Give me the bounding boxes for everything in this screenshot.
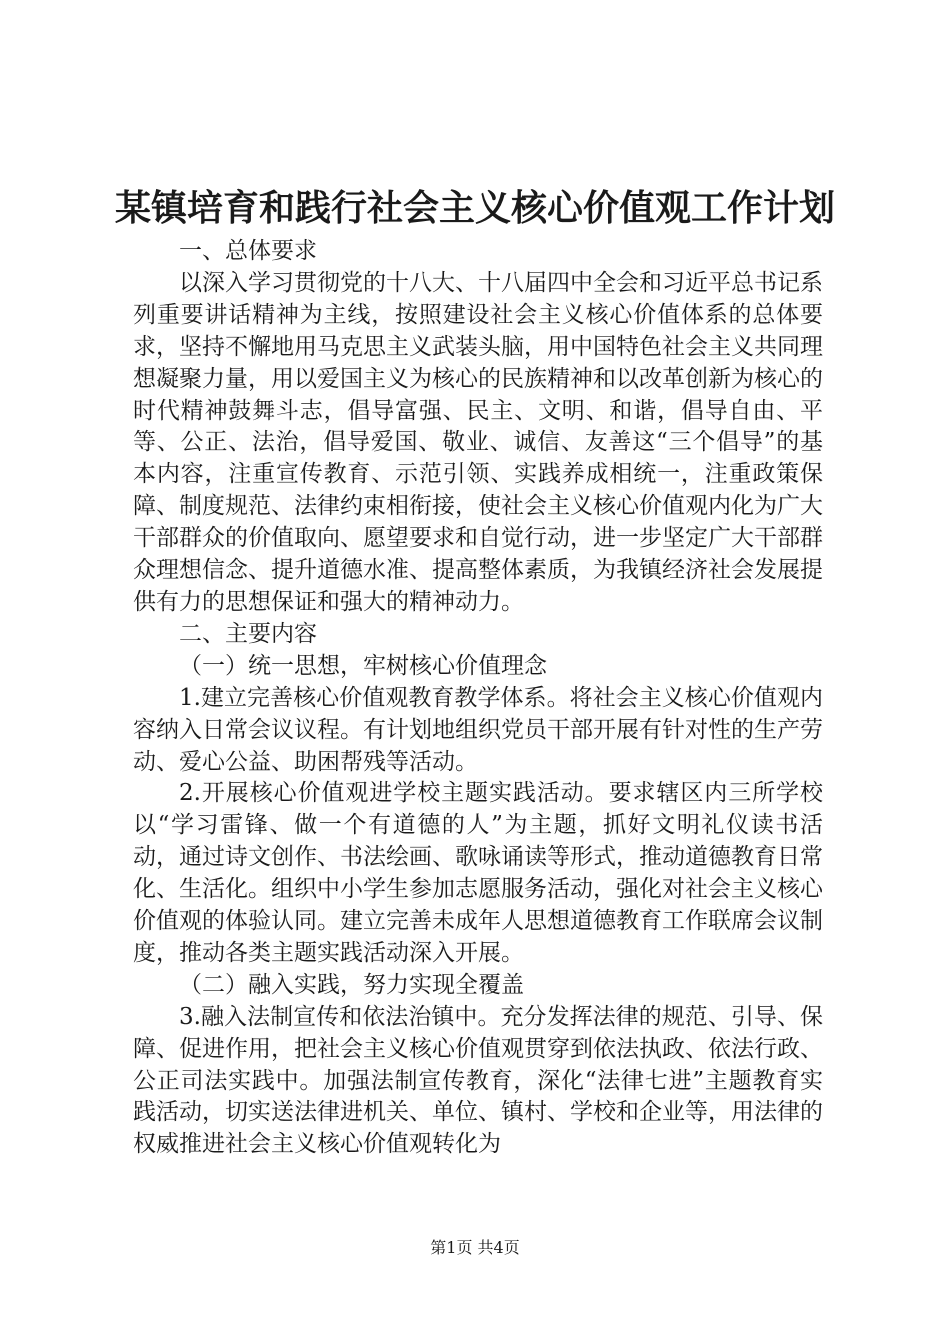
section-heading-2: 二、主要内容: [179, 620, 317, 647]
subsection-heading-1: （一）统一思想，牢树核心价值理念: [179, 652, 547, 679]
document-title: 某镇培育和践行社会主义核心价值观工作计划: [114, 187, 835, 229]
paragraph-item-3: 3.融入法制宣传和依法治镇中。充分发挥法律的规范、引导、保障、促进作用，把社会主义核心价值观贯穿到依法执政、依法行政、公正司法实践中。加强法制宣传教育，深化“法律七进”主题教育实践活动，切实送法律进机关、单位、镇村、学校和企业等，用法律的权威推进社会主义核心价值观转化为: [133, 1003, 823, 1158]
paragraph-item-1: 1.建立完善核心价值观教育教学体系。将社会主义核心价值观内容纳入日常会议议程。有计划地组织党员干部开展有针对性的生产劳动、爱心公益、助困帮残等活动。: [133, 684, 823, 775]
paragraph-general-requirements: 以深入学习贯彻党的十八大、十八届四中全会和习近平总书记系列重要讲话精神为主线，按照建设社会主义核心价值体系的总体要求，坚持不懈地用马克思主义武装头脑，用中国特色社会主义共同理想凝聚力量，用以爱国主义为核心的民族精神和以改革创新为核心的时代精神鼓舞斗志，倡导富强、民主、文明、和谐，倡导自由、平等、公正、法治，倡导爱国、敬业、诚信、友善这“三个倡导”的基本内容，注重宣传教育、示范引领、实践养成相统一，注重政策保障、制度规范、法律约束相衔接，使社会主义核心价值观内化为广大干部群众的价值取向、愿望要求和自觉行动，进一步坚定广大干部群众理想信念、提升道德水准、提高整体素质，为我镇经济社会发展提供有力的思想保证和强大的精神动力。: [133, 269, 823, 615]
subsection-heading-2: （二）融入实践，努力实现全覆盖: [179, 971, 524, 998]
document-body: [133, 236, 823, 1161]
page-number-footer: 第1页 共4页: [430, 1238, 520, 1257]
section-heading-1: 一、总体要求: [179, 238, 317, 264]
paragraph-item-2: 2.开展核心价值观进学校主题实践活动。要求辖区内三所学校以“学习雷锋、做一个有道德的人”为主题，抓好文明礼仪读书活动，通过诗文创作、书法绘画、歌咏诵读等形式，推动道德教育日常化、生活化。组织中小学生参加志愿服务活动，强化对社会主义核心价值观的体验认同。建立完善未成年人思想道德教育工作联席会议制度，推动各类主题实践活动深入开展。: [133, 780, 823, 966]
